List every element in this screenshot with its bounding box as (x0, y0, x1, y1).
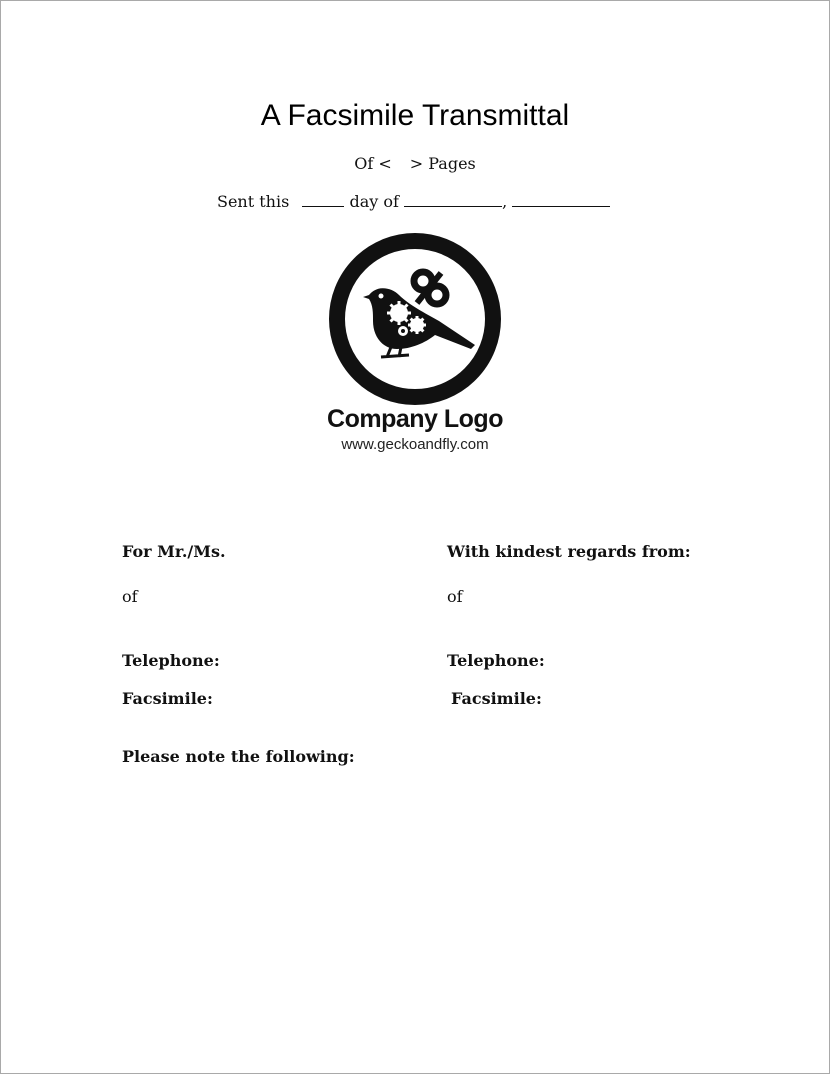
document-title: A Facsimile Transmittal (260, 99, 570, 132)
notes-label: Please note the following: (122, 747, 355, 766)
recipient-facsimile-label: Facsimile: (122, 689, 213, 708)
recipient-of-label: of (122, 587, 138, 606)
month-blank (404, 192, 502, 207)
company-url: www.geckoandfly.com (341, 436, 489, 453)
sender-of-label: of (447, 587, 463, 606)
recipient-heading: For Mr./Ms. (122, 542, 226, 561)
of-pages-close-label: > Pages (409, 154, 476, 173)
day-blank (302, 192, 344, 207)
sender-facsimile-label: Facsimile: (451, 689, 542, 708)
bird-with-gears-icon (329, 233, 501, 405)
day-of-label: day of (349, 192, 399, 211)
year-blank (512, 192, 610, 207)
page-count-line (1, 154, 829, 173)
recipient-telephone-label: Telephone: (122, 651, 220, 670)
sent-this-label: Sent this (217, 192, 290, 211)
sent-date-line (217, 192, 610, 211)
sent-comma: , (502, 192, 508, 211)
company-logo-text: Company Logo (327, 405, 503, 433)
company-logo (327, 233, 503, 463)
sender-telephone-label: Telephone: (447, 651, 545, 670)
sender-heading: With kindest regards from: (447, 542, 691, 561)
of-pages-open-label: Of < (354, 154, 392, 173)
